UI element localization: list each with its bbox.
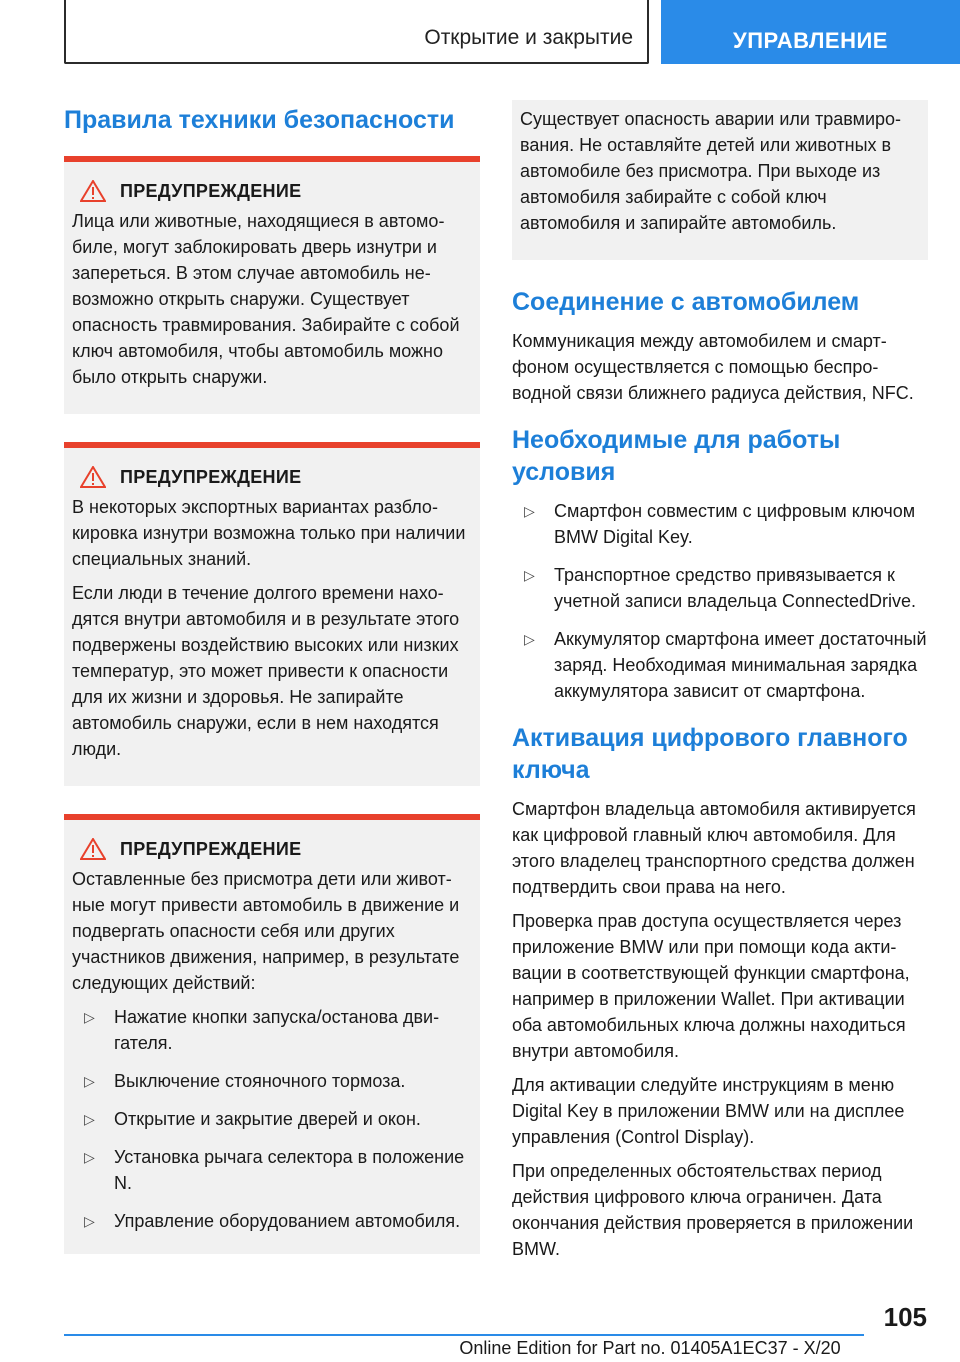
bullet-triangle-icon: ▷ bbox=[84, 1009, 95, 1025]
activation-title: Активация цифрового главного ключа bbox=[512, 724, 908, 784]
warning-triangle-icon bbox=[80, 838, 106, 860]
header-section-box bbox=[64, 0, 649, 64]
warning-box-2 bbox=[64, 442, 480, 786]
warning-label: ПРЕДУПРЕЖДЕНИЕ bbox=[120, 466, 302, 487]
connect-section bbox=[512, 286, 928, 406]
activation-section bbox=[512, 722, 928, 1262]
warning-continuation-box bbox=[512, 100, 928, 260]
footer-edition: Online Edition for Part no. 01405A1EC37 - X/20 bbox=[459, 1338, 841, 1358]
bullet-triangle-icon: ▷ bbox=[84, 1111, 95, 1127]
warning-triangle-icon bbox=[80, 466, 106, 488]
list-item: ▷ Смартфон совместим с цифровым ключом BMW Digital Key. bbox=[512, 498, 928, 550]
safety-title: Правила техники безопасности bbox=[64, 106, 455, 134]
activation-paragraph: При определенных обстоятельствах период действия цифрового ключа ограничен. Дата окончания действия проверяется в приложении BMW. bbox=[512, 1161, 914, 1259]
warning-text: Если люди в течение долгого времени находятся внутри автомобиля и в результате этого подвержены воздействию высоких или низких температур, это может привести к опасности для их жизни и здоровья. Не запирайте автомобиль снаружи, если в нем находятся люди. bbox=[72, 583, 460, 759]
bullet-triangle-icon: ▷ bbox=[524, 567, 535, 583]
left-column bbox=[64, 100, 480, 1282]
list-item: ▷ Открытие и закрытие дверей и окон. bbox=[72, 1106, 472, 1132]
warning-text: Существует опасность аварии или травмирования. Не оставляйте детей или животных в автомобиле без присмотра. При выходе из автомобиля забирайте с собой ключ автомобиля и запирайте автомобиль. bbox=[520, 109, 902, 233]
page-number: 105 bbox=[883, 1302, 927, 1332]
warning-text: Лица или животные, находящиеся в автомобиле, могут заблокировать дверь изнутри и запереться. В этом случае автомобиль невозможно открыть снаружи. Существует опасность травмирования. Забирайте с собой ключ автомобиля, чтобы автомобиль можно было открыть снаружи. bbox=[72, 211, 460, 387]
connect-text: Коммуникация между автомобилем и смартфоном осуществляется с помощью беспроводной связи ближнего радиуса действия, NFC. bbox=[512, 331, 914, 403]
warning-text: Оставленные без присмотра дети или животные могут привести автомобиль в движение и подвергать опасности себя или других участников движения, например, в результате следующих действий: bbox=[72, 869, 460, 993]
requirements-section bbox=[512, 424, 928, 704]
bullet-triangle-icon: ▷ bbox=[84, 1149, 95, 1165]
requirements-title: Необходимые для работы условия bbox=[512, 426, 841, 486]
bullet-triangle-icon: ▷ bbox=[524, 631, 535, 647]
activation-paragraph: Для активации следуйте инструкциям в меню Digital Key в приложении BMW или на дисплее управления (Control Display). bbox=[512, 1075, 905, 1147]
warning-label: ПРЕДУПРЕЖДЕНИЕ bbox=[120, 838, 302, 859]
activation-paragraph: Проверка прав доступа осуществляется через приложение BMW или при помощи кода активации в соответствующей функции смартфона, например в приложении Wallet. При активации оба автомобильных ключа должны находиться внутри автомобиля. bbox=[512, 911, 910, 1061]
warning-list bbox=[72, 1004, 472, 1234]
bullet-triangle-icon: ▷ bbox=[84, 1213, 95, 1229]
footer-divider bbox=[64, 1334, 864, 1336]
connect-title: Соединение с автомобилем bbox=[512, 288, 860, 316]
bullet-triangle-icon: ▷ bbox=[84, 1073, 95, 1089]
activation-paragraph: Смартфон владельца автомобиля активируется как цифровой главный ключ автомобиля. Для этого владелец транспортного средства должен подтвердить свои права на него. bbox=[512, 799, 916, 897]
bullet-triangle-icon: ▷ bbox=[524, 503, 535, 519]
list-item: ▷ Установка рычага селектора в положение N. bbox=[72, 1144, 472, 1196]
warning-label: ПРЕДУПРЕЖДЕНИЕ bbox=[120, 180, 302, 201]
list-item: ▷ Выключение стояночного тормоза. bbox=[72, 1068, 472, 1094]
header-section-title: Открытие и закрытие bbox=[424, 26, 633, 49]
list-item: ▷ Управление оборудованием автомобиля. bbox=[72, 1208, 472, 1234]
warning-text: В некоторых экспортных вариантах разблокировка изнутри возможна только при наличии специальных знаний. bbox=[72, 497, 466, 569]
warning-triangle-icon bbox=[80, 180, 106, 202]
header-chapter-tab[interactable]: УПРАВЛЕНИЕ bbox=[661, 0, 960, 64]
list-item: ▷ Транспортное средство привязывается к учетной записи владельца ConnectedDrive. bbox=[512, 562, 928, 614]
warning-box-1 bbox=[64, 156, 480, 414]
list-item: ▷ Аккумулятор смартфона имеет достаточный заряд. Необходимая минимальная зарядка аккумулятора зависит от смартфона. bbox=[512, 626, 928, 704]
warning-box-3 bbox=[64, 814, 480, 1254]
requirements-list bbox=[512, 498, 928, 704]
list-item: ▷ Нажатие кнопки запуска/останова двигателя. bbox=[72, 1004, 472, 1056]
right-column bbox=[512, 100, 928, 1270]
